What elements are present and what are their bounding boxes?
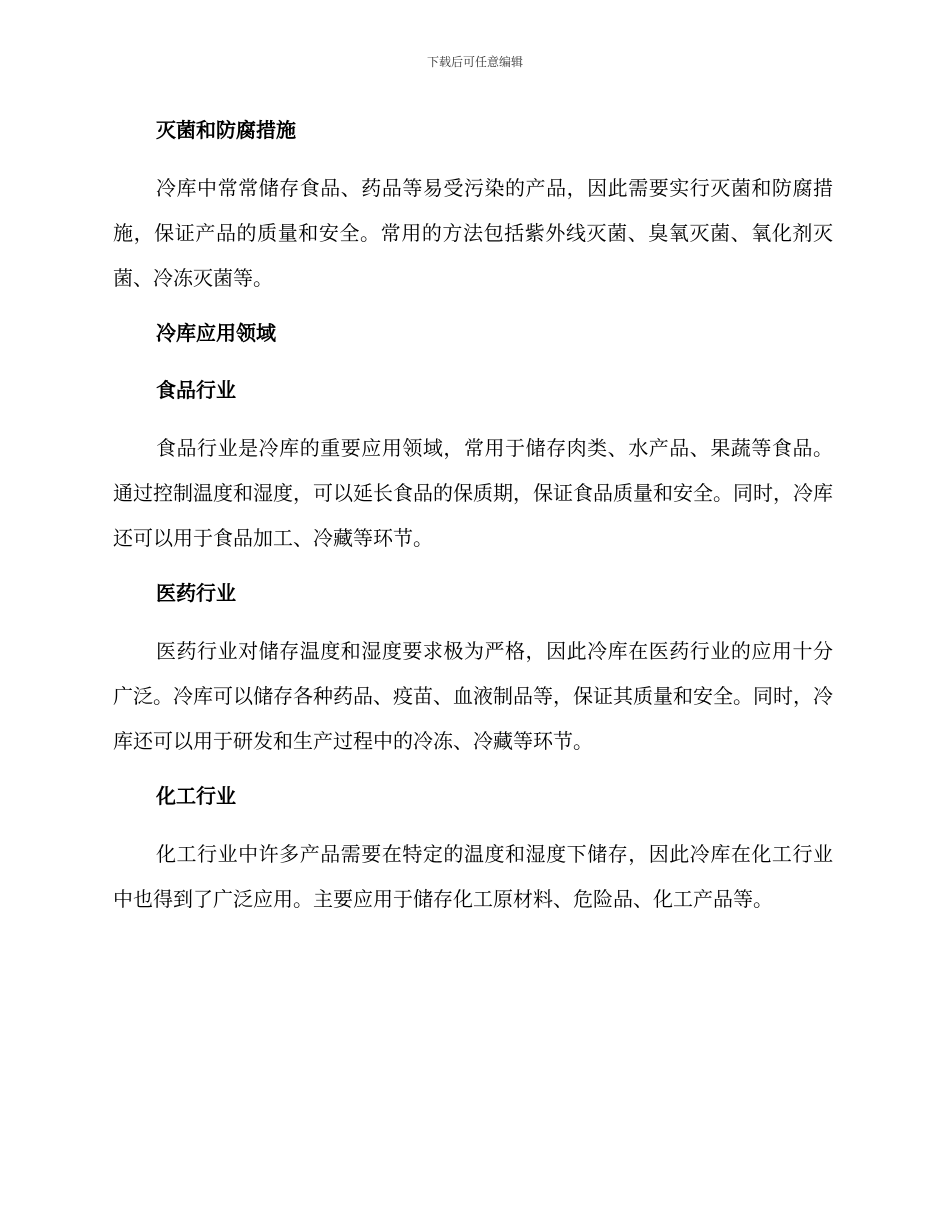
section-paragraph-food-industry: 食品行业是冷库的重要应用领域，常用于储存肉类、水产品、果蔬等食品。通过控制温度和湿度，可以延长食品的保质期，保证食品质量和安全。同时，冷库还可以用于食品加工、冷藏等环节。 — [113, 436, 833, 550]
section-heading-pharma-industry: 医药行业 — [156, 581, 236, 605]
section-paragraph-sterilization: 冷库中常常储存食品、药品等易受污染的产品，因此需要实行灭菌和防腐措施，保证产品的质量和安全。常用的方法包括紫外线灭菌、臭氧灭菌、氧化剂灭菌、冷冻灭菌等。 — [113, 176, 833, 290]
document-body — [113, 109, 833, 922]
section-heading-sterilization: 灭菌和防腐措施 — [156, 118, 296, 142]
section-paragraph-pharma-industry: 医药行业对储存温度和湿度要求极为严格，因此冷库在医药行业的应用十分广泛。冷库可以储存各种药品、疫苗、血液制品等，保证其质量和安全。同时，冷库还可以用于研发和生产过程中的冷冻、冷藏等环节。 — [113, 639, 833, 753]
page-header: 下载后可任意编辑 — [426, 55, 523, 69]
section-heading-chemical-industry: 化工行业 — [156, 784, 236, 808]
section-paragraph-chemical-industry: 化工行业中许多产品需要在特定的温度和湿度下储存，因此冷库在化工行业中也得到了广泛应用。主要应用于储存化工原材料、危险品、化工产品等。 — [113, 842, 833, 911]
section-heading-food-industry: 食品行业 — [156, 378, 236, 402]
section-heading-applications: 冷库应用领域 — [156, 321, 276, 345]
